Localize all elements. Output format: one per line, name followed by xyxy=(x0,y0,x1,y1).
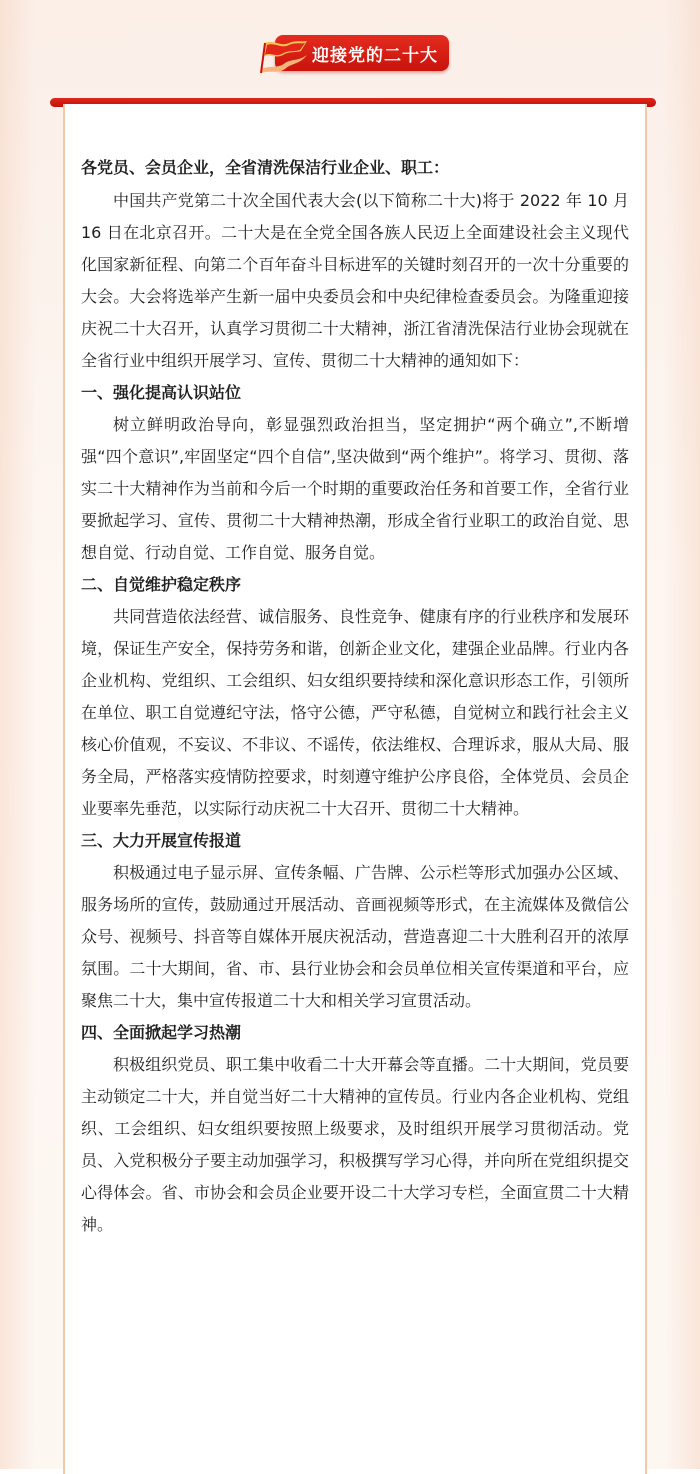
section-heading-2: 二、自觉维护稳定秩序 xyxy=(81,575,242,594)
red-flag-icon xyxy=(255,39,311,75)
section-body-4: 积极组织党员、职工集中收看二十大开幕会等直播。二十大期间，党员要主动锁定二十大，并自觉当好二十大精神的宣传员。行业内各企业机构、党组织、工会组织、妇女组织要按照上级要求，及时组织开展学习贯彻活动。党员、入党积极分子要主动加强学习，积极撰写学习心得，并向所在党组织提交心得体会。省、市协会和会员企业要开设二十大学习专栏，全面宣贯二十大精神。 xyxy=(81,1055,629,1234)
section-heading-4: 四、全面掀起学习热潮 xyxy=(81,1023,242,1042)
section-heading-1: 一、强化提高认识站位 xyxy=(81,383,242,402)
notice-body xyxy=(81,152,629,1241)
section-body-2: 共同营造依法经营、诚信服务、良性竞争、健康有序的行业秩序和发展环境，保证生产安全，保持劳务和谐，创新企业文化，建强企业品牌。行业内各企业机构、党组织、工会组织、妇女组织要持续和深化意识形态工作，引领所在单位、职工自觉遵纪守法，恪守公德，严守私德，自觉树立和践行社会主义核心价值观，不妄议、不非议、不谣传，依法维权、合理诉求，服从大局、服务全局，严格落实疫情防控要求，时刻遵守维护公序良俗，全体党员、会员企业要率先垂范，以实际行动庆祝二十大召开、贯彻二十大精神。 xyxy=(81,607,629,818)
salutation: 各党员、会员企业，全省清洗保洁行业企业、职工： xyxy=(81,158,450,177)
banner-title: 迎接党的二十大 xyxy=(312,46,438,66)
section-body-1: 树立鲜明政治导向，彰显强烈政治担当，坚定拥护“两个确立”,不断增强“四个意识”,牢固坚定“四个自信”,坚决做到“两个维护”。将学习、贯彻、落实二十大精神作为当前和今后一个时期的重要政治任务和首要工作，全省行业要掀起学习、宣传、贯彻二十大精神热潮，形成全省行业职工的政治自觉、思想自觉、行动自觉、工作自觉、服务自觉。 xyxy=(81,415,629,562)
left-decoration xyxy=(0,0,36,1469)
section-body-3: 积极通过电子显示屏、宣传条幅、广告牌、公示栏等形式加强办公区域、服务场所的宣传，鼓励通过开展活动、音画视频等形式，在主流媒体及微信公众号、视频号、抖音等自媒体开展庆祝活动，营造喜迎二十大胜利召开的浓厚氛围。二十大期间，省、市、县行业协会和会员单位相关宣传渠道和平台，应聚焦二十大，集中宣传报道二十大和相关学习宣贯活动。 xyxy=(81,863,629,1010)
intro-paragraph: 中国共产党第二十次全国代表大会(以下简称二十大)将于 2022 年 10 月 16 日在北京召开。二十大是在全党全国各族人民迈上全面建设社会主义现代化国家新征程、向第二个百年奋斗目标进军的关键时刻召开的一次十分重要的大会。大会将选举产生新一届中央委员会和中央纪律检查委员会。为隆重迎接庆祝二十大召开，认真学习贯彻二十大精神，浙江省清洗保洁行业协会现就在全省行业中组织开展学习、宣传、贯彻二十大精神的通知如下： xyxy=(81,191,629,370)
header-banner xyxy=(267,33,449,75)
section-heading-3: 三、大力开展宣传报道 xyxy=(81,831,242,850)
right-decoration xyxy=(664,0,700,1469)
